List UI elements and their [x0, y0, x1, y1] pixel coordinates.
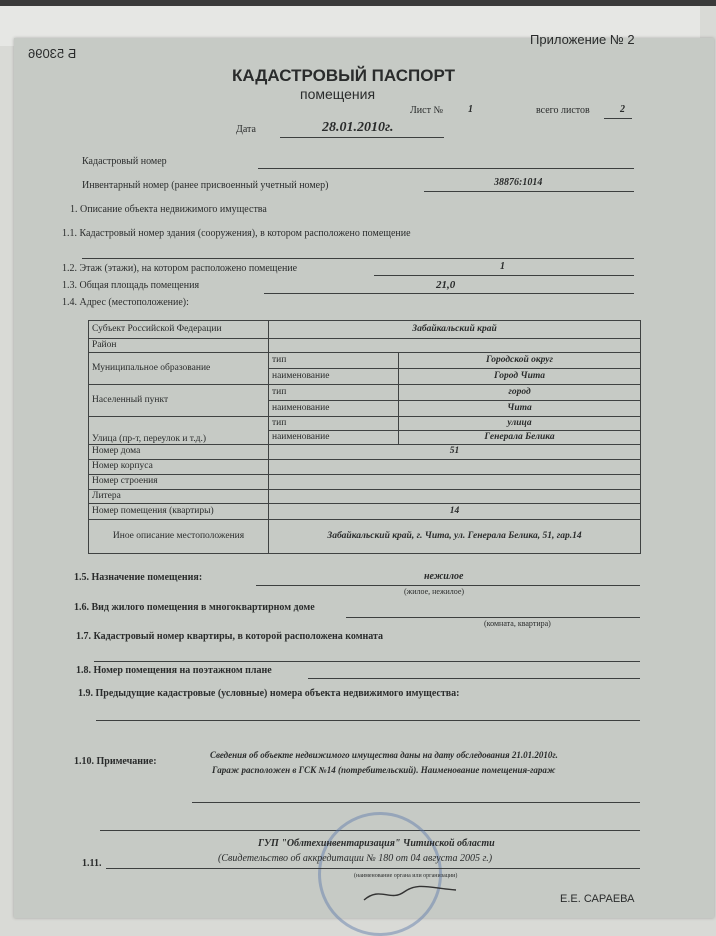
table-row — [89, 520, 641, 554]
section-1: 1. Описание объекта недвижимого имущества — [70, 204, 267, 215]
cell-sublabel: наименование — [269, 369, 399, 385]
cell-value: город — [399, 385, 641, 401]
section-1-9: 1.9. Предыдущие кадастровые (условные) номера объекта недвижимого имущества: — [78, 688, 460, 699]
cell-value — [269, 475, 641, 490]
cell-label: Район — [89, 339, 269, 353]
org-name: ГУП "Облтехинвентаризация" Читинской области — [258, 838, 495, 849]
cell-value: Чита — [399, 401, 641, 417]
table-row — [89, 445, 641, 460]
cell-sublabel: тип — [269, 417, 399, 431]
cell-value: улица — [399, 417, 641, 431]
line-1-6 — [346, 617, 640, 618]
date-label: Дата — [236, 124, 256, 135]
floor-value: 1 — [500, 261, 505, 272]
cell-label: Литера — [89, 490, 269, 504]
cell-value: Забайкальский край, г. Чита, ул. Генерала Белика, 51, гар.14 — [269, 520, 641, 554]
purpose-value: нежилое — [424, 571, 464, 582]
signature — [360, 884, 460, 904]
line-1-10a — [192, 802, 640, 803]
table-row — [89, 385, 641, 401]
page-title: КАДАСТРОВЫЙ ПАСПОРТ — [232, 66, 455, 85]
cell-label: Номер дома — [89, 445, 269, 460]
cadastral-label: Кадастровый номер — [82, 156, 167, 167]
line-1-9 — [96, 720, 640, 721]
org-accreditation: (Свидетельство об аккредитации № 180 от 04 августа 2005 г.) — [218, 853, 493, 864]
cell-label: Населенный пункт — [89, 385, 269, 417]
sheet-value: 1 — [468, 104, 473, 115]
table-row — [89, 504, 641, 520]
page-subtitle: помещения — [300, 86, 376, 102]
area-value: 21,0 — [436, 279, 456, 291]
cell-value — [269, 490, 641, 504]
section-1-11: 1.11. — [82, 858, 102, 869]
section-1-8: 1.8. Номер помещения на поэтажном плане — [76, 665, 272, 676]
appendix-label: Приложение № 2 — [530, 32, 635, 47]
cell-value: 51 — [269, 445, 641, 460]
cell-value: Забайкальский край — [269, 321, 641, 339]
table-row — [89, 339, 641, 353]
table-row — [89, 475, 641, 490]
residential-hint: (комната, квартира) — [484, 619, 551, 628]
cell-sublabel: тип — [269, 385, 399, 401]
cell-label: Номер помещения (квартиры) — [89, 504, 269, 520]
total-label: всего листов — [536, 105, 590, 116]
line-1-3 — [264, 293, 634, 294]
line-1-5 — [256, 585, 640, 586]
cell-label: Номер строения — [89, 475, 269, 490]
note-line-1: Сведения об объекте недвижимого имущества даны на дату обследования 21.01.2010г. — [210, 750, 558, 760]
note-line-2: Гараж расположен в ГСК №14 (потребительский). Наименование помещения-гараж — [212, 765, 556, 775]
dark-edge — [0, 0, 716, 6]
signer-name: Е.Е. САРАЕВА — [560, 893, 635, 905]
cadastral-line — [258, 168, 634, 169]
total-value: 2 — [620, 104, 625, 115]
cell-label: Улица (пр-т, переулок и т.д.) — [89, 417, 269, 445]
cell-value: 14 — [269, 504, 641, 520]
cell-sublabel: наименование — [269, 431, 399, 445]
address-table — [88, 320, 641, 554]
cell-sublabel: наименование — [269, 401, 399, 417]
serial-number: Б 53096 — [28, 46, 77, 61]
cell-label: Номер корпуса — [89, 460, 269, 475]
cell-sublabel: тип — [269, 353, 399, 369]
inventory-label: Инвентарный номер (ранее присвоенный учетный номер) — [82, 180, 329, 191]
total-line — [604, 118, 632, 119]
purpose-hint: (жилое, нежилое) — [404, 587, 465, 596]
table-row — [89, 321, 641, 339]
line-1-7 — [94, 661, 640, 662]
inventory-line — [424, 191, 634, 192]
table-row — [89, 417, 641, 431]
table-row — [89, 353, 641, 369]
section-1-4: 1.4. Адрес (местоположение): — [62, 297, 189, 308]
date-line — [280, 137, 444, 138]
section-1-5: 1.5. Назначение помещения: — [74, 572, 203, 583]
cell-value: Генерала Белика — [399, 431, 641, 445]
cell-value: Городской округ — [399, 353, 641, 369]
cell-value — [269, 460, 641, 475]
cell-value — [269, 339, 641, 353]
cell-value: Город Чита — [399, 369, 641, 385]
inventory-value: 38876:1014 — [494, 177, 543, 188]
section-1-7: 1.7. Кадастровый номер квартиры, в которой расположена комната — [76, 631, 384, 642]
section-1-6: 1.6. Вид жилого помещения в многоквартирном доме — [74, 602, 315, 613]
cell-label: Иное описание местоположения — [89, 520, 269, 554]
line-1-1 — [82, 258, 634, 259]
line-1-11 — [106, 868, 640, 869]
cell-label: Муниципальное образование — [89, 353, 269, 385]
table-row — [89, 460, 641, 475]
org-hint: (наименование органа или организации) — [354, 873, 458, 879]
section-1-2: 1.2. Этаж (этажи), на котором расположено помещение — [62, 263, 298, 274]
line-1-2 — [374, 275, 634, 276]
section-1-10: 1.10. Примечание: — [74, 756, 157, 767]
date-value: 28.01.2010г. — [322, 120, 394, 135]
table-row — [89, 490, 641, 504]
section-1-3: 1.3. Общая площадь помещения — [62, 280, 200, 291]
section-1-1: 1.1. Кадастровый номер здания (сооружения), в котором расположено помещение — [62, 228, 411, 239]
line-1-8 — [308, 678, 640, 679]
sheet-label: Лист № — [410, 105, 443, 116]
cell-label: Субъект Российской Федерации — [89, 321, 269, 339]
